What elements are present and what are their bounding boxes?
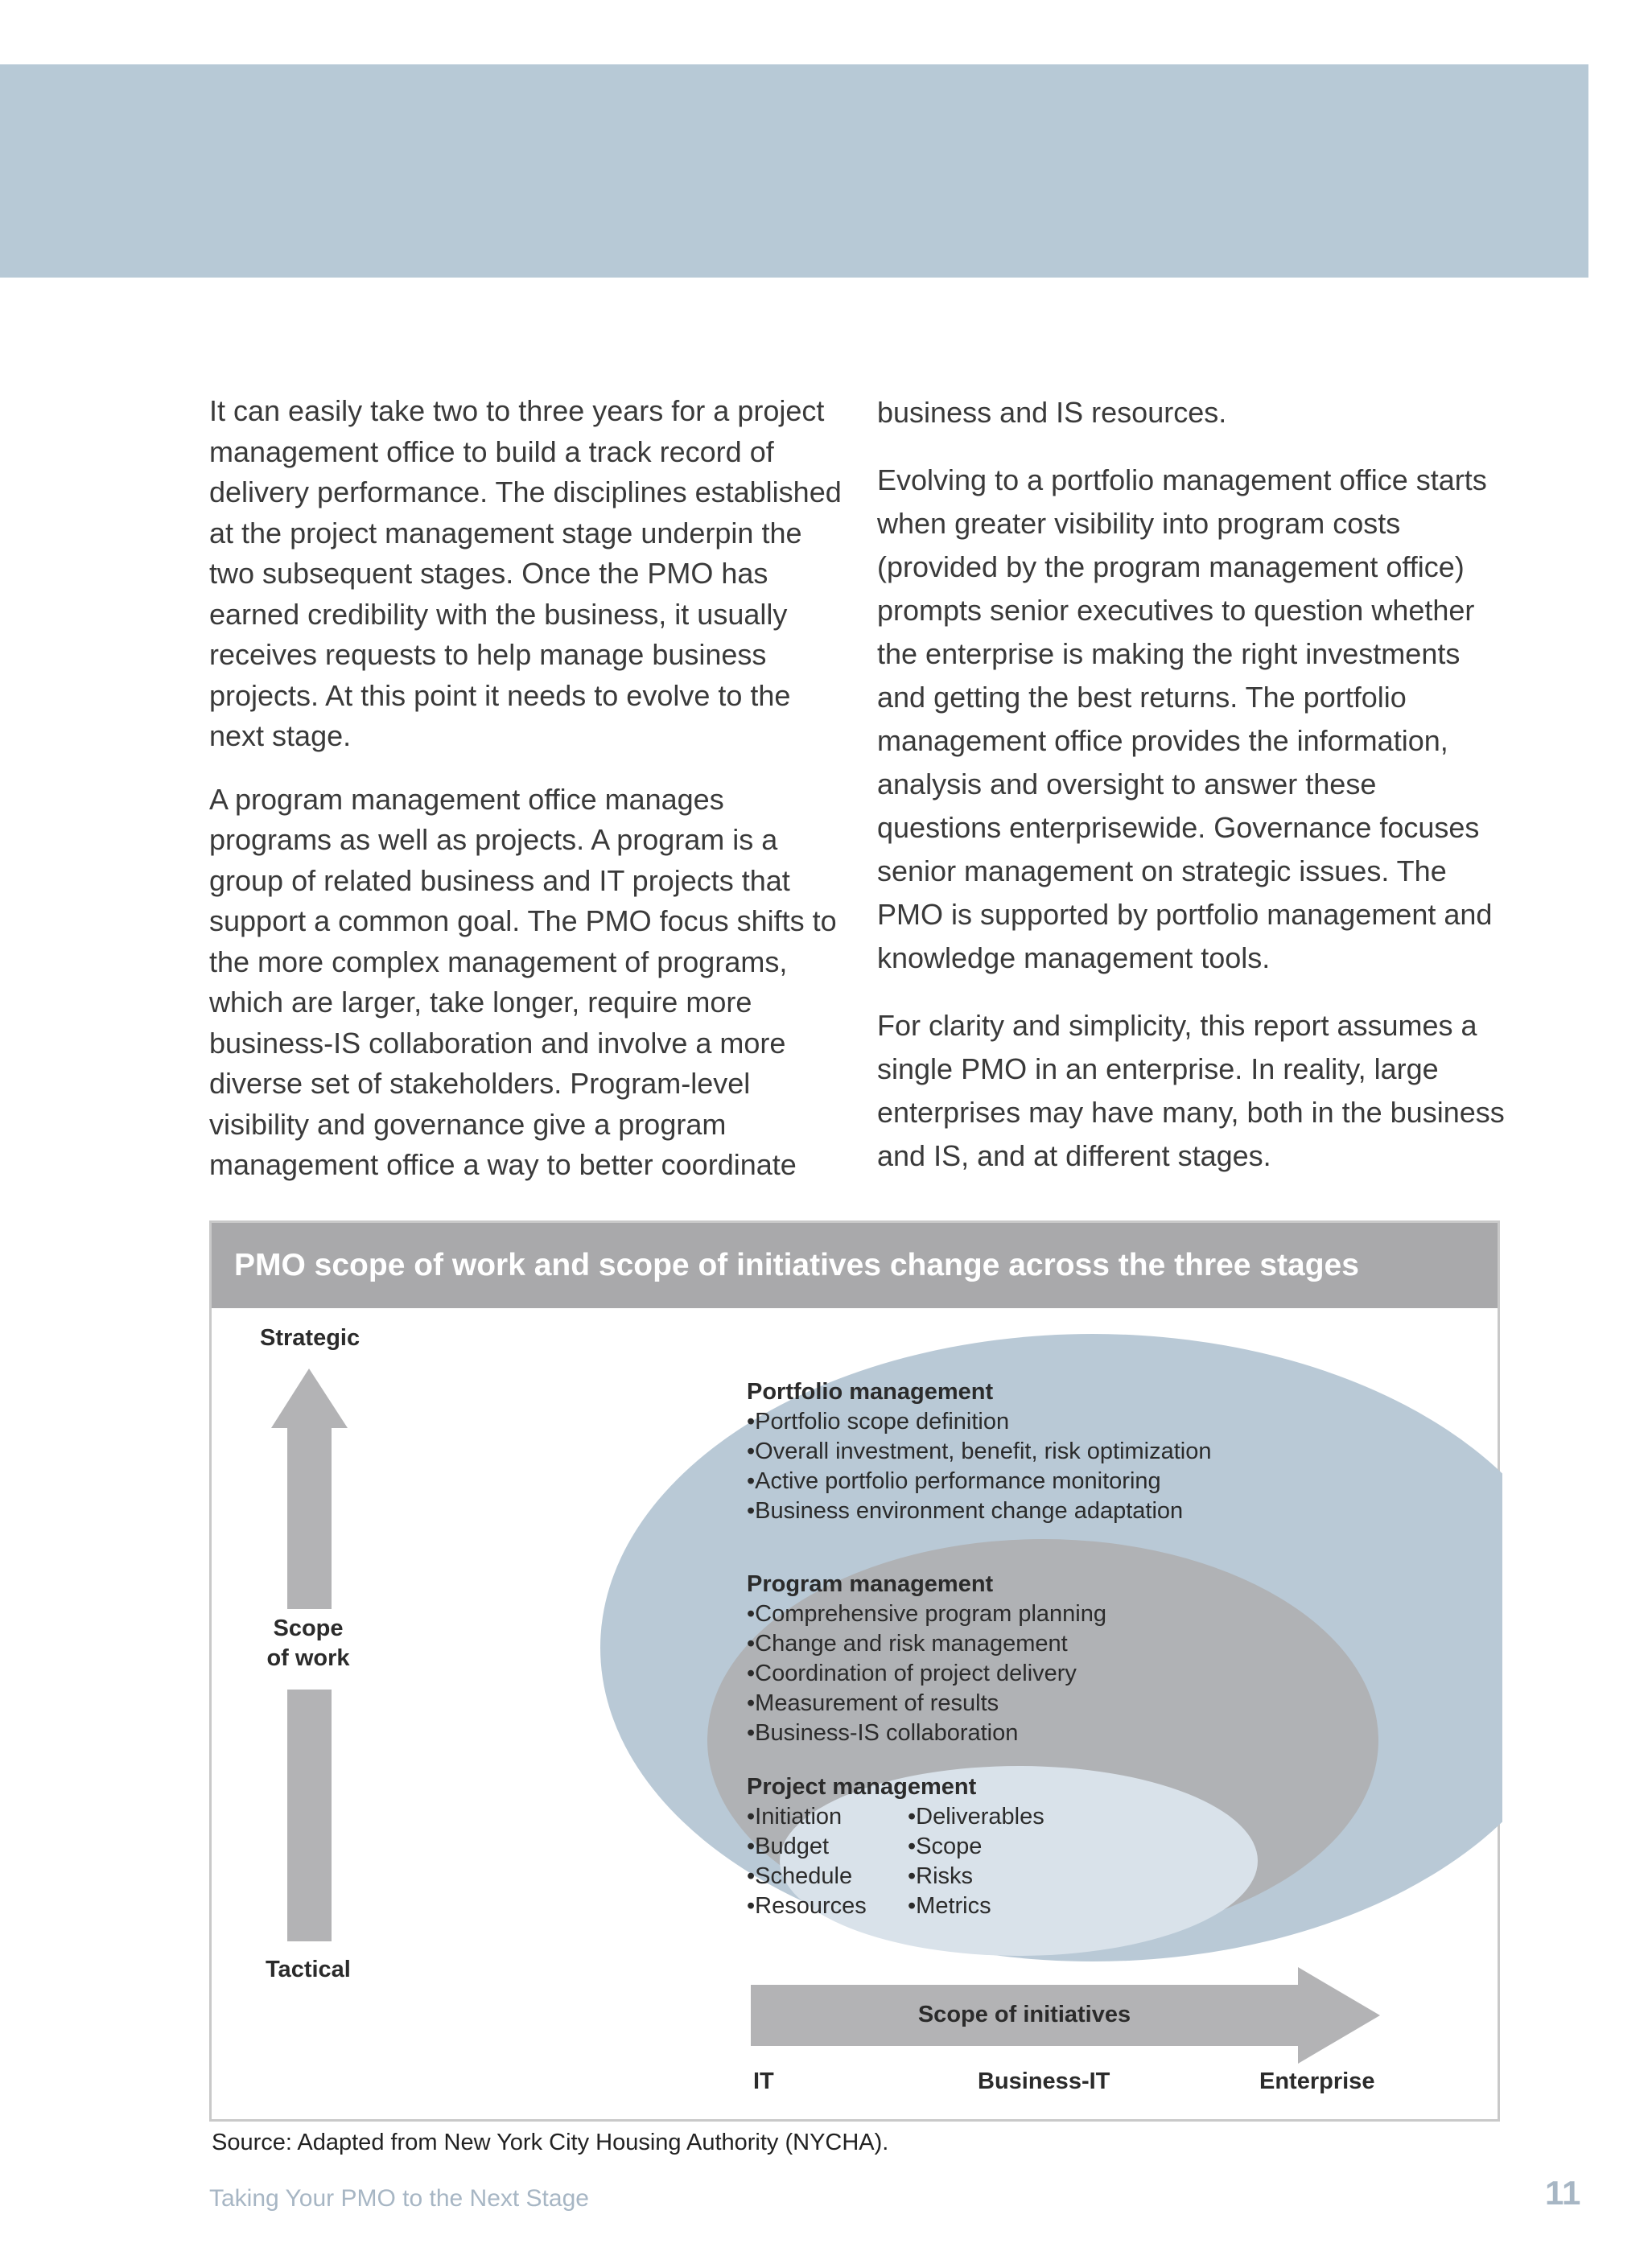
text-column-right [877,391,1505,1178]
list-item: • Budget [747,1832,908,1862]
tactical-label: Tactical [266,1957,351,1982]
list-item: • Overall investment, benefit, risk optimization [747,1437,1212,1467]
page-number: 11 [1545,2174,1581,2212]
list-item: • Business-IS collaboration [747,1718,1106,1748]
project-management-block [747,1772,1044,1921]
scope-of-work-line1: Scope [273,1616,344,1641]
list-item: • Business environment change adaptation [747,1496,1212,1526]
list-item: • Schedule [747,1862,908,1891]
list-item: • Measurement of results [747,1689,1106,1718]
up-arrow-icon [271,1369,348,1609]
list-item: • Risks [908,1862,1044,1891]
list-item: • Scope [908,1832,1044,1862]
vertical-arrow-shaft [287,1690,332,1941]
text-column-left [209,391,845,1186]
figure-title: PMO scope of work and scope of initiatives change across the three stages [212,1223,1498,1308]
paragraph: It can easily take two to three years for a project management office to build a track record of delivery performance. The disciplines established at the project management stage underpin the two subsequent stages. Once the PMO has earned credibility with the business, it usually receives requests to help manage business projects. At this point it needs to evolve to the next stage. [209,394,842,752]
figure-source: Source: Adapted from New York City Housing Authority (NYCHA). [212,2130,889,2155]
list-item: • Initiation [747,1802,908,1832]
business-it-label: Business-IT [978,2068,1110,2094]
paragraph: For clarity and simplicity, this report assumes a single PMO in an enterprise. In reality, large enterprises may have many, both in the business and IS, and at different stages. [877,1009,1505,1172]
scope-of-work-label [252,1614,365,1673]
enterprise-label: Enterprise [1259,2068,1375,2094]
footer-title: Taking Your PMO to the Next Stage [209,2185,589,2212]
program-management-block [747,1570,1106,1748]
list-item: • Metrics [908,1891,1044,1921]
portfolio-heading: Portfolio management [747,1379,994,1405]
paragraph: A program management office manages programs as well as projects. A program is a group of related business and IT projects that support a common goal. The PMO focus shifts to the more complex management of programs, which are larger, take longer, require more business-IS collaboration and involve a more diverse set of stakeholders. Program-level visibility and governance give a program management office a way to better coordinate [209,782,837,1181]
list-item: • Portfolio scope definition [747,1407,1212,1437]
program-heading: Program management [747,1571,994,1597]
scope-of-work-line2: of work [266,1645,350,1671]
list-item: • Deliverables [908,1802,1044,1832]
paragraph: Evolving to a portfolio management office starts when greater visibility into program costs (provided by the program management office) prompts senior executives to question whether the enterprise is making the right investments and getting the best returns. The portfolio management office provides the information, analysis and oversight to answer these questions enterprisewide. Governance focuses senior management on strategic issues. The PMO is supported by portfolio management and knowledge management tools. [877,463,1493,974]
list-item: • Resources [747,1891,908,1921]
pmo-figure [209,1220,1500,2122]
scope-of-initiatives-label: Scope of initiatives [917,2002,1131,2027]
paragraph: business and IS resources. [877,396,1227,429]
strategic-label: Strategic [260,1325,360,1351]
portfolio-management-block [747,1377,1212,1526]
it-label: IT [753,2068,774,2094]
list-item: • Comprehensive program planning [747,1599,1106,1629]
header-band [0,64,1588,278]
list-item: • Change and risk management [747,1629,1106,1659]
list-item: • Coordination of project delivery [747,1659,1106,1689]
project-heading: Project management [747,1774,977,1800]
list-item: • Active portfolio performance monitoring [747,1467,1212,1496]
